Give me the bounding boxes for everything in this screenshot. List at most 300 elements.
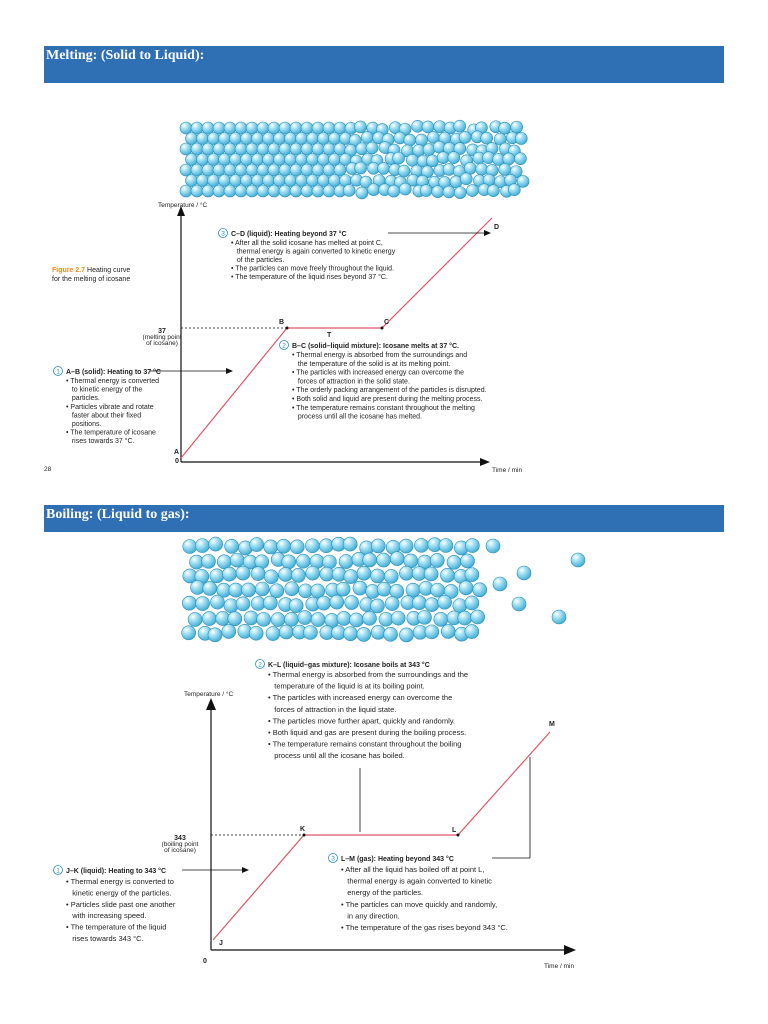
note-J-K [54, 866, 250, 944]
note-A-B [54, 367, 234, 446]
particle [329, 154, 341, 166]
particle [257, 164, 269, 176]
note-line: • Particles slide past one another [66, 899, 176, 909]
particle [334, 164, 346, 176]
particle [363, 611, 377, 625]
melting-section-heading: Melting: (Solid to Liquid): [44, 46, 724, 83]
note-L-M [329, 757, 531, 932]
particle [222, 567, 236, 581]
particle [252, 154, 264, 166]
particle [225, 539, 239, 553]
particle [443, 163, 455, 175]
particle [268, 185, 280, 197]
particle [249, 626, 263, 640]
particle [377, 582, 391, 596]
particle [461, 554, 475, 568]
particle [230, 175, 242, 187]
particle [213, 143, 225, 155]
svg-text:J–K (liquid): Heating to 343 °: J–K (liquid): Heating to 343 °C [66, 868, 167, 875]
particle [290, 540, 304, 554]
x-axis-label: Time / min [492, 467, 523, 474]
particle [209, 537, 223, 551]
particle [357, 627, 371, 641]
particle [290, 185, 302, 197]
particle [257, 122, 269, 134]
note-K-L [256, 660, 469, 833]
particle [224, 122, 236, 134]
boiling-point-value: 343 [174, 835, 186, 842]
particle [289, 599, 303, 613]
particle [263, 154, 275, 166]
note-line: to kinetic energy of the [66, 386, 143, 394]
particle [228, 612, 242, 626]
particle [447, 555, 461, 569]
x-axis-arrow [480, 458, 490, 466]
particle [263, 133, 275, 145]
particle [378, 162, 390, 174]
particle [186, 133, 198, 145]
particle [334, 122, 346, 134]
particle [235, 185, 247, 197]
note-line: thermal energy is again converted to kinetic energy [231, 248, 396, 256]
particle [213, 164, 225, 176]
particle [219, 154, 231, 166]
particle [191, 122, 203, 134]
particle [412, 596, 426, 610]
particle [322, 555, 336, 569]
note-line: of the particles. [231, 257, 285, 264]
particle [399, 628, 413, 642]
melting-point-note-1: (melting point [142, 334, 182, 341]
particle [343, 537, 357, 551]
particle [196, 597, 210, 611]
note-line: • The temperature of the liquid [66, 922, 167, 932]
particle [318, 175, 330, 187]
particle [242, 583, 256, 597]
particle [319, 539, 333, 553]
particle [202, 143, 214, 155]
particle [318, 154, 330, 166]
particle [224, 185, 236, 197]
note-line: • The particles with increased energy can overcome the [292, 369, 464, 377]
solid-liquid-particles-illustration [180, 120, 529, 199]
particle [438, 595, 452, 609]
particle [363, 553, 377, 567]
point-B-label: B [279, 319, 285, 326]
particle [454, 187, 466, 199]
particle [323, 185, 335, 197]
particle [431, 583, 445, 597]
particle [343, 184, 355, 196]
particle [514, 153, 526, 165]
boiling-section-heading: Boiling: (Liquid to gas): [44, 505, 724, 532]
note-line: • The particles can move freely throughout the liquid. [231, 265, 395, 273]
note-line: • Thermal energy is converted to [66, 877, 174, 886]
particle [552, 610, 566, 624]
particle [222, 624, 236, 638]
particle [320, 567, 334, 581]
particle [441, 624, 455, 638]
particle [459, 131, 471, 143]
particle [330, 595, 344, 609]
particle [425, 598, 439, 612]
point-J-label: J [219, 940, 223, 947]
particle [511, 121, 523, 133]
svg-text:2: 2 [258, 661, 262, 669]
particle [279, 122, 291, 134]
note-line: • Thermal energy is converted [66, 378, 159, 385]
particle [465, 596, 479, 610]
particle [406, 583, 420, 597]
particle [290, 143, 302, 155]
particle [290, 122, 302, 134]
particle [337, 611, 351, 625]
figure-caption-line-2: for the melting of icosane [52, 276, 131, 283]
particle [180, 185, 192, 197]
particle [399, 183, 411, 195]
particle [307, 175, 319, 187]
particle [219, 175, 231, 187]
particle [353, 581, 367, 595]
particle [235, 164, 247, 176]
particle [393, 152, 405, 164]
particle [296, 554, 310, 568]
note-line: • The orderly packing arrangement of the particles is disrupted. [292, 387, 487, 395]
particle [422, 121, 434, 133]
origin-label: 0 [175, 458, 179, 465]
particle [368, 184, 380, 196]
note-line: • Both solid and liquid are present during the melting process. [292, 396, 483, 403]
particle [279, 143, 291, 155]
note-line: • The temperature of the liquid rises beyond 37 °C. [231, 274, 388, 281]
particle [291, 568, 305, 582]
particle [208, 175, 220, 187]
note-line: positions. [66, 421, 102, 428]
x-axis-label: Time / min [544, 963, 575, 970]
point-A-label: A [174, 449, 180, 456]
particle [208, 628, 222, 642]
svg-text:C–D (liquid): Heating beyond 3: C–D (liquid): Heating beyond 37 °C [231, 231, 347, 238]
note-line: forces of attraction in the liquid state. [268, 704, 397, 714]
particle [202, 612, 216, 626]
particle [268, 122, 280, 134]
particle [263, 596, 277, 610]
note-line: process until all the icosane has boiled. [268, 751, 405, 761]
note-line: • The particles move further apart, quickly and randomly. [268, 716, 456, 726]
particle [508, 184, 520, 196]
particle [464, 162, 476, 174]
particle [219, 133, 231, 145]
particle [241, 154, 253, 166]
particle [301, 143, 313, 155]
particle [390, 584, 404, 598]
particle [371, 539, 385, 553]
particle [235, 122, 247, 134]
point-M-label: M [549, 721, 555, 728]
particle [263, 175, 275, 187]
boiling-point-note-2: of icosane) [164, 847, 196, 854]
note-line: • The temperature of icosane [66, 429, 156, 437]
liquid-gas-particles-illustration [182, 537, 585, 642]
particle [230, 133, 242, 145]
point-K-label: K [300, 826, 306, 833]
svg-text:1: 1 [56, 368, 60, 376]
y-axis-arrow [206, 698, 216, 710]
note-line: particles. [66, 395, 100, 403]
particle [460, 173, 472, 185]
particle [213, 122, 225, 134]
svg-text:3: 3 [221, 230, 225, 238]
particle [323, 122, 335, 134]
particle [180, 143, 192, 155]
particle [279, 164, 291, 176]
particle [236, 566, 250, 580]
particle [420, 185, 432, 197]
particle [571, 553, 585, 567]
particle [437, 152, 449, 164]
melting-heating-curve-figure [0, 0, 768, 480]
particle [499, 164, 511, 176]
boiling-point-note-1: (boiling point [161, 841, 199, 848]
particle [268, 143, 280, 155]
particle [323, 143, 335, 155]
particle [414, 538, 428, 552]
particle [246, 164, 258, 176]
particle [246, 122, 258, 134]
particle [285, 175, 297, 187]
note-line: • Thermal energy is absorbed from the surroundings and [292, 352, 468, 359]
particle [224, 599, 238, 613]
particle [301, 185, 313, 197]
point-D-label: D [494, 224, 500, 231]
particle [399, 566, 413, 580]
particle [241, 175, 253, 187]
particle [312, 164, 324, 176]
particle [379, 612, 393, 626]
particle [274, 133, 286, 145]
particle [296, 154, 308, 166]
particle [344, 570, 358, 584]
figure-caption-line-1: Figure 2.7 Heating curve [52, 267, 131, 274]
particle [296, 133, 308, 145]
particle [257, 185, 269, 197]
particle [202, 554, 216, 568]
particle [306, 566, 320, 580]
particle [268, 164, 280, 176]
particle [406, 154, 418, 166]
particle [246, 143, 258, 155]
note-line: • The particles with increased energy can overcome the [268, 693, 453, 703]
particle [404, 554, 418, 568]
particle [270, 584, 284, 598]
melting-point-note-2: of icosane) [146, 340, 178, 347]
particle [439, 539, 453, 553]
particle [191, 185, 203, 197]
particle [323, 164, 335, 176]
particle [213, 185, 225, 197]
particle [186, 154, 198, 166]
particle [202, 185, 214, 197]
particle [434, 121, 446, 133]
y-axis-label: Temperature / °C [158, 202, 208, 209]
note-line: energy of the particles. [341, 888, 424, 898]
particle [454, 120, 466, 132]
particle [188, 613, 202, 627]
particle [440, 568, 454, 582]
svg-text:2: 2 [282, 342, 286, 350]
note-line: kinetic energy of the particles. [66, 888, 172, 898]
particle [210, 569, 224, 583]
particle [284, 612, 298, 626]
particle [195, 539, 209, 553]
particle [224, 143, 236, 155]
particle [312, 185, 324, 197]
particle [399, 539, 413, 553]
particle [425, 625, 439, 639]
note-line: • After all the liquid has boiled off at point L, [341, 865, 485, 874]
particle [453, 599, 467, 613]
page-number-fragment: 28 [44, 466, 52, 473]
particle [465, 539, 479, 553]
particle [186, 175, 198, 187]
particle [307, 154, 319, 166]
particle [277, 539, 291, 553]
note-line: temperature of the liquid is at its boiling point. [268, 681, 425, 691]
particle [376, 553, 390, 567]
particle [458, 611, 472, 625]
particle [361, 131, 373, 143]
particle [246, 185, 258, 197]
point-T-label: T [327, 332, 332, 339]
note-line: in any direction. [341, 911, 400, 921]
particle [264, 570, 278, 584]
particle [312, 143, 324, 155]
melting-point-value: 37 [158, 328, 166, 335]
particle [305, 539, 319, 553]
particle [303, 626, 317, 640]
svg-text:1: 1 [56, 867, 60, 875]
note-line: process until all the icosane has melted. [292, 413, 422, 421]
particle [208, 154, 220, 166]
particle [264, 540, 278, 554]
particle [318, 133, 330, 145]
particle [250, 538, 264, 552]
particle [355, 162, 367, 174]
particle [307, 133, 319, 145]
particle [197, 133, 209, 145]
particle [298, 611, 312, 625]
particle [271, 613, 285, 627]
particle [191, 581, 205, 595]
particle [202, 164, 214, 176]
particle [370, 599, 384, 613]
particle [473, 583, 487, 597]
particle [517, 566, 531, 580]
note-line: thermal energy is again converted to kinetic [341, 876, 492, 886]
note-line: • The temperature remains constant throughout the boiling [268, 739, 462, 749]
particle [274, 175, 286, 187]
particle [229, 583, 243, 597]
particle [282, 555, 296, 569]
particle [336, 582, 350, 596]
particle [384, 627, 398, 641]
particle [334, 143, 346, 155]
particle [349, 613, 363, 627]
particle [191, 164, 203, 176]
note-line: • The temperature of the gas rises beyond 343 °C. [341, 923, 508, 932]
particle [274, 154, 286, 166]
particle [356, 187, 368, 199]
particle [357, 566, 371, 580]
particle [301, 164, 313, 176]
particle [404, 134, 416, 146]
note-line: forces of attraction in the solid state. [292, 378, 410, 386]
particle [345, 596, 359, 610]
svg-text:3: 3 [331, 855, 335, 863]
particle [487, 185, 499, 197]
particle [465, 625, 479, 639]
particle [208, 133, 220, 145]
note-line: the temperature of the solid is at its melting point. [292, 360, 451, 368]
particle [252, 133, 264, 145]
particle [493, 577, 507, 591]
particle [424, 567, 438, 581]
particle [235, 143, 247, 155]
y-axis-label: Temperature / °C [184, 691, 234, 698]
boiling-heating-curve-figure [0, 532, 768, 1024]
particle [180, 122, 192, 134]
particle [329, 133, 341, 145]
note-line: • The particles can move quickly and randomly, [341, 899, 498, 909]
particle [312, 122, 324, 134]
particle [236, 597, 250, 611]
note-line: • Thermal energy is absorbed from the surroundings and the [268, 670, 469, 679]
note-line: • After all the solid icosane has melted at point C, [231, 240, 383, 247]
svg-text:K–L (liquid–gas mixture): Icos: K–L (liquid–gas mixture): Icosane boils at 343 °C [268, 662, 430, 669]
particle [251, 567, 265, 581]
particle [266, 627, 280, 641]
particle [390, 552, 404, 566]
particle [366, 142, 378, 154]
note-line: • Particles vibrate and rotate [66, 403, 154, 411]
particle [388, 185, 400, 197]
particle [296, 175, 308, 187]
particle [183, 539, 197, 553]
particle [257, 143, 269, 155]
particle [430, 553, 444, 567]
particle [371, 625, 385, 639]
particle [486, 539, 500, 553]
particle [230, 553, 244, 567]
particle [339, 555, 353, 569]
particle [466, 185, 478, 197]
particle [465, 568, 479, 582]
particle [301, 122, 313, 134]
note-line: rises towards 37 °C. [66, 438, 135, 446]
particle [418, 610, 432, 624]
point-C-label: C [384, 319, 390, 326]
particle [290, 164, 302, 176]
particle [515, 132, 527, 144]
note-line: with increasing speed. [66, 911, 147, 921]
particle [285, 133, 297, 145]
particle [448, 152, 460, 164]
point-L-label: L [452, 827, 457, 834]
origin-label: 0 [203, 958, 207, 965]
particle [384, 569, 398, 583]
particle [279, 625, 293, 639]
particle [241, 133, 253, 145]
